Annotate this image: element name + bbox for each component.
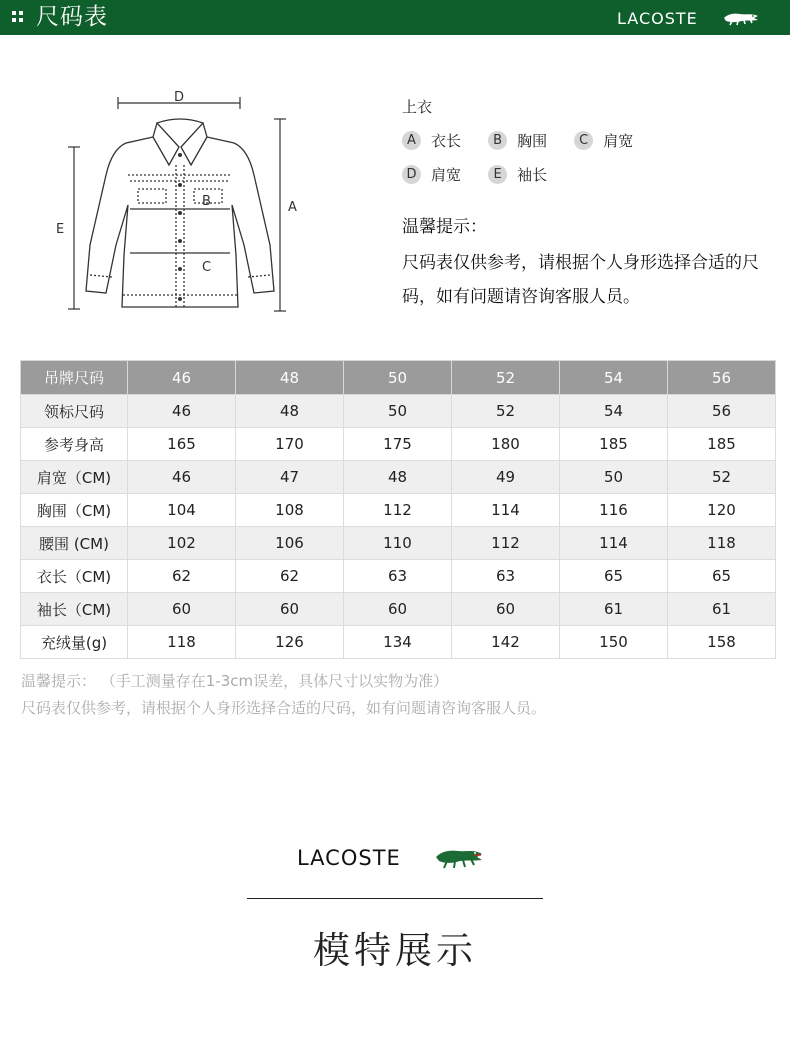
- table-cell: 63: [344, 560, 452, 593]
- legend-badge: D: [402, 165, 421, 184]
- table-cell: 54: [560, 395, 668, 428]
- tips-body: 尺码表仅供参考，请根据个人身形选择合适的尺码，如有问题请咨询客服人员。: [402, 253, 759, 307]
- legend-badge: A: [402, 131, 421, 150]
- table-cell: 47: [236, 461, 344, 494]
- legend-item: [402, 164, 461, 185]
- table-cell: 170: [236, 428, 344, 461]
- table-cell: 61: [560, 593, 668, 626]
- table-cell: 61: [668, 593, 776, 626]
- table-cell: 158: [668, 626, 776, 659]
- table-header-row: [21, 361, 776, 395]
- legend-badge: E: [488, 165, 507, 184]
- table-cell: 参考身高: [21, 428, 128, 461]
- diagram-label-b: B: [202, 194, 211, 209]
- legend-badge: C: [574, 131, 593, 150]
- table-cell: 118: [128, 626, 236, 659]
- table-cell: 52: [668, 461, 776, 494]
- table-header-cell: 48: [236, 361, 344, 395]
- reference-note: 尺码表仅供参考，请根据个人身形选择合适的尺码，如有问题请咨询客服人员。: [21, 699, 547, 717]
- table-header-cell: 吊牌尺码: [21, 361, 128, 395]
- measurement-note: 温馨提示： （手工测量存在1-3cm误差，具体尺寸以实物为准）: [21, 672, 449, 690]
- table-cell: 185: [668, 428, 776, 461]
- jacket-diagram: [50, 85, 310, 325]
- table-cell: 102: [128, 527, 236, 560]
- table-cell: 120: [668, 494, 776, 527]
- table-row: [21, 494, 776, 527]
- tips-heading: 温馨提示：: [402, 217, 487, 237]
- table-cell: 180: [452, 428, 560, 461]
- table-cell: 165: [128, 428, 236, 461]
- legend-label: 肩宽: [431, 166, 462, 184]
- table-cell: 56: [668, 395, 776, 428]
- table-cell: 袖长（CM): [21, 593, 128, 626]
- table-cell: 108: [236, 494, 344, 527]
- crocodile-logo-icon: [722, 8, 760, 27]
- table-cell: 领标尺码: [21, 395, 128, 428]
- table-cell: 134: [344, 626, 452, 659]
- table-cell: 60: [236, 593, 344, 626]
- table-cell: 110: [344, 527, 452, 560]
- table-cell: 62: [236, 560, 344, 593]
- table-cell: 肩宽（CM): [21, 461, 128, 494]
- table-header-cell: 52: [452, 361, 560, 395]
- legend-item: [488, 164, 547, 185]
- table-cell: 106: [236, 527, 344, 560]
- table-cell: 50: [560, 461, 668, 494]
- brand-name: LACOSTE: [617, 9, 698, 28]
- table-header-cell: 56: [668, 361, 776, 395]
- table-row: [21, 527, 776, 560]
- legend-category: 上衣: [402, 98, 433, 116]
- table-cell: 150: [560, 626, 668, 659]
- table-cell: 114: [452, 494, 560, 527]
- table-cell: 46: [128, 461, 236, 494]
- table-header-cell: 46: [128, 361, 236, 395]
- legend-label: 肩宽: [603, 132, 634, 150]
- table-cell: 104: [128, 494, 236, 527]
- table-cell: 胸围（CM): [21, 494, 128, 527]
- table-cell: 118: [668, 527, 776, 560]
- diagram-label-c: C: [202, 260, 212, 275]
- table-cell: 48: [236, 395, 344, 428]
- table-cell: 112: [344, 494, 452, 527]
- table-cell: 60: [344, 593, 452, 626]
- table-cell: 衣长（CM): [21, 560, 128, 593]
- table-cell: 49: [452, 461, 560, 494]
- page-title: 尺码表: [36, 4, 108, 30]
- table-cell: 112: [452, 527, 560, 560]
- table-cell: 充绒量(g): [21, 626, 128, 659]
- table-header-cell: 54: [560, 361, 668, 395]
- size-table: [20, 360, 776, 659]
- footer-divider: [247, 898, 543, 899]
- legend-label: 胸围: [517, 132, 548, 150]
- section-title: 模特展示: [313, 929, 477, 972]
- table-cell: 48: [344, 461, 452, 494]
- table-cell: 142: [452, 626, 560, 659]
- footer-brand-name: LACOSTE: [297, 846, 401, 870]
- table-cell: 60: [128, 593, 236, 626]
- grid-icon: [12, 11, 24, 23]
- table-cell: 65: [560, 560, 668, 593]
- table-cell: 175: [344, 428, 452, 461]
- table-header-cell: 50: [344, 361, 452, 395]
- diagram-label-d: D: [174, 90, 185, 105]
- table-row: [21, 461, 776, 494]
- table-row: [21, 428, 776, 461]
- legend-item: [402, 130, 461, 151]
- table-cell: 185: [560, 428, 668, 461]
- legend-row: [402, 130, 655, 151]
- diagram-label-a: A: [288, 200, 297, 215]
- legend-item: [574, 130, 633, 151]
- table-cell: 114: [560, 527, 668, 560]
- table-cell: 62: [128, 560, 236, 593]
- table-row: [21, 395, 776, 428]
- diagram-label-e: E: [56, 222, 65, 237]
- table-row: [21, 560, 776, 593]
- table-cell: 65: [668, 560, 776, 593]
- table-row: [21, 626, 776, 659]
- table-row: [21, 593, 776, 626]
- legend-item: [488, 130, 547, 151]
- table-cell: 52: [452, 395, 560, 428]
- legend-badge: B: [488, 131, 507, 150]
- table-cell: 116: [560, 494, 668, 527]
- legend-row: [402, 164, 569, 185]
- table-cell: 50: [344, 395, 452, 428]
- table-cell: 46: [128, 395, 236, 428]
- crocodile-logo-icon: [434, 843, 484, 871]
- table-cell: 60: [452, 593, 560, 626]
- header-bar: [0, 0, 790, 35]
- table-cell: 126: [236, 626, 344, 659]
- table-cell: 腰围 (CM): [21, 527, 128, 560]
- legend-label: 衣长: [431, 132, 462, 150]
- legend-label: 袖长: [517, 166, 548, 184]
- table-cell: 63: [452, 560, 560, 593]
